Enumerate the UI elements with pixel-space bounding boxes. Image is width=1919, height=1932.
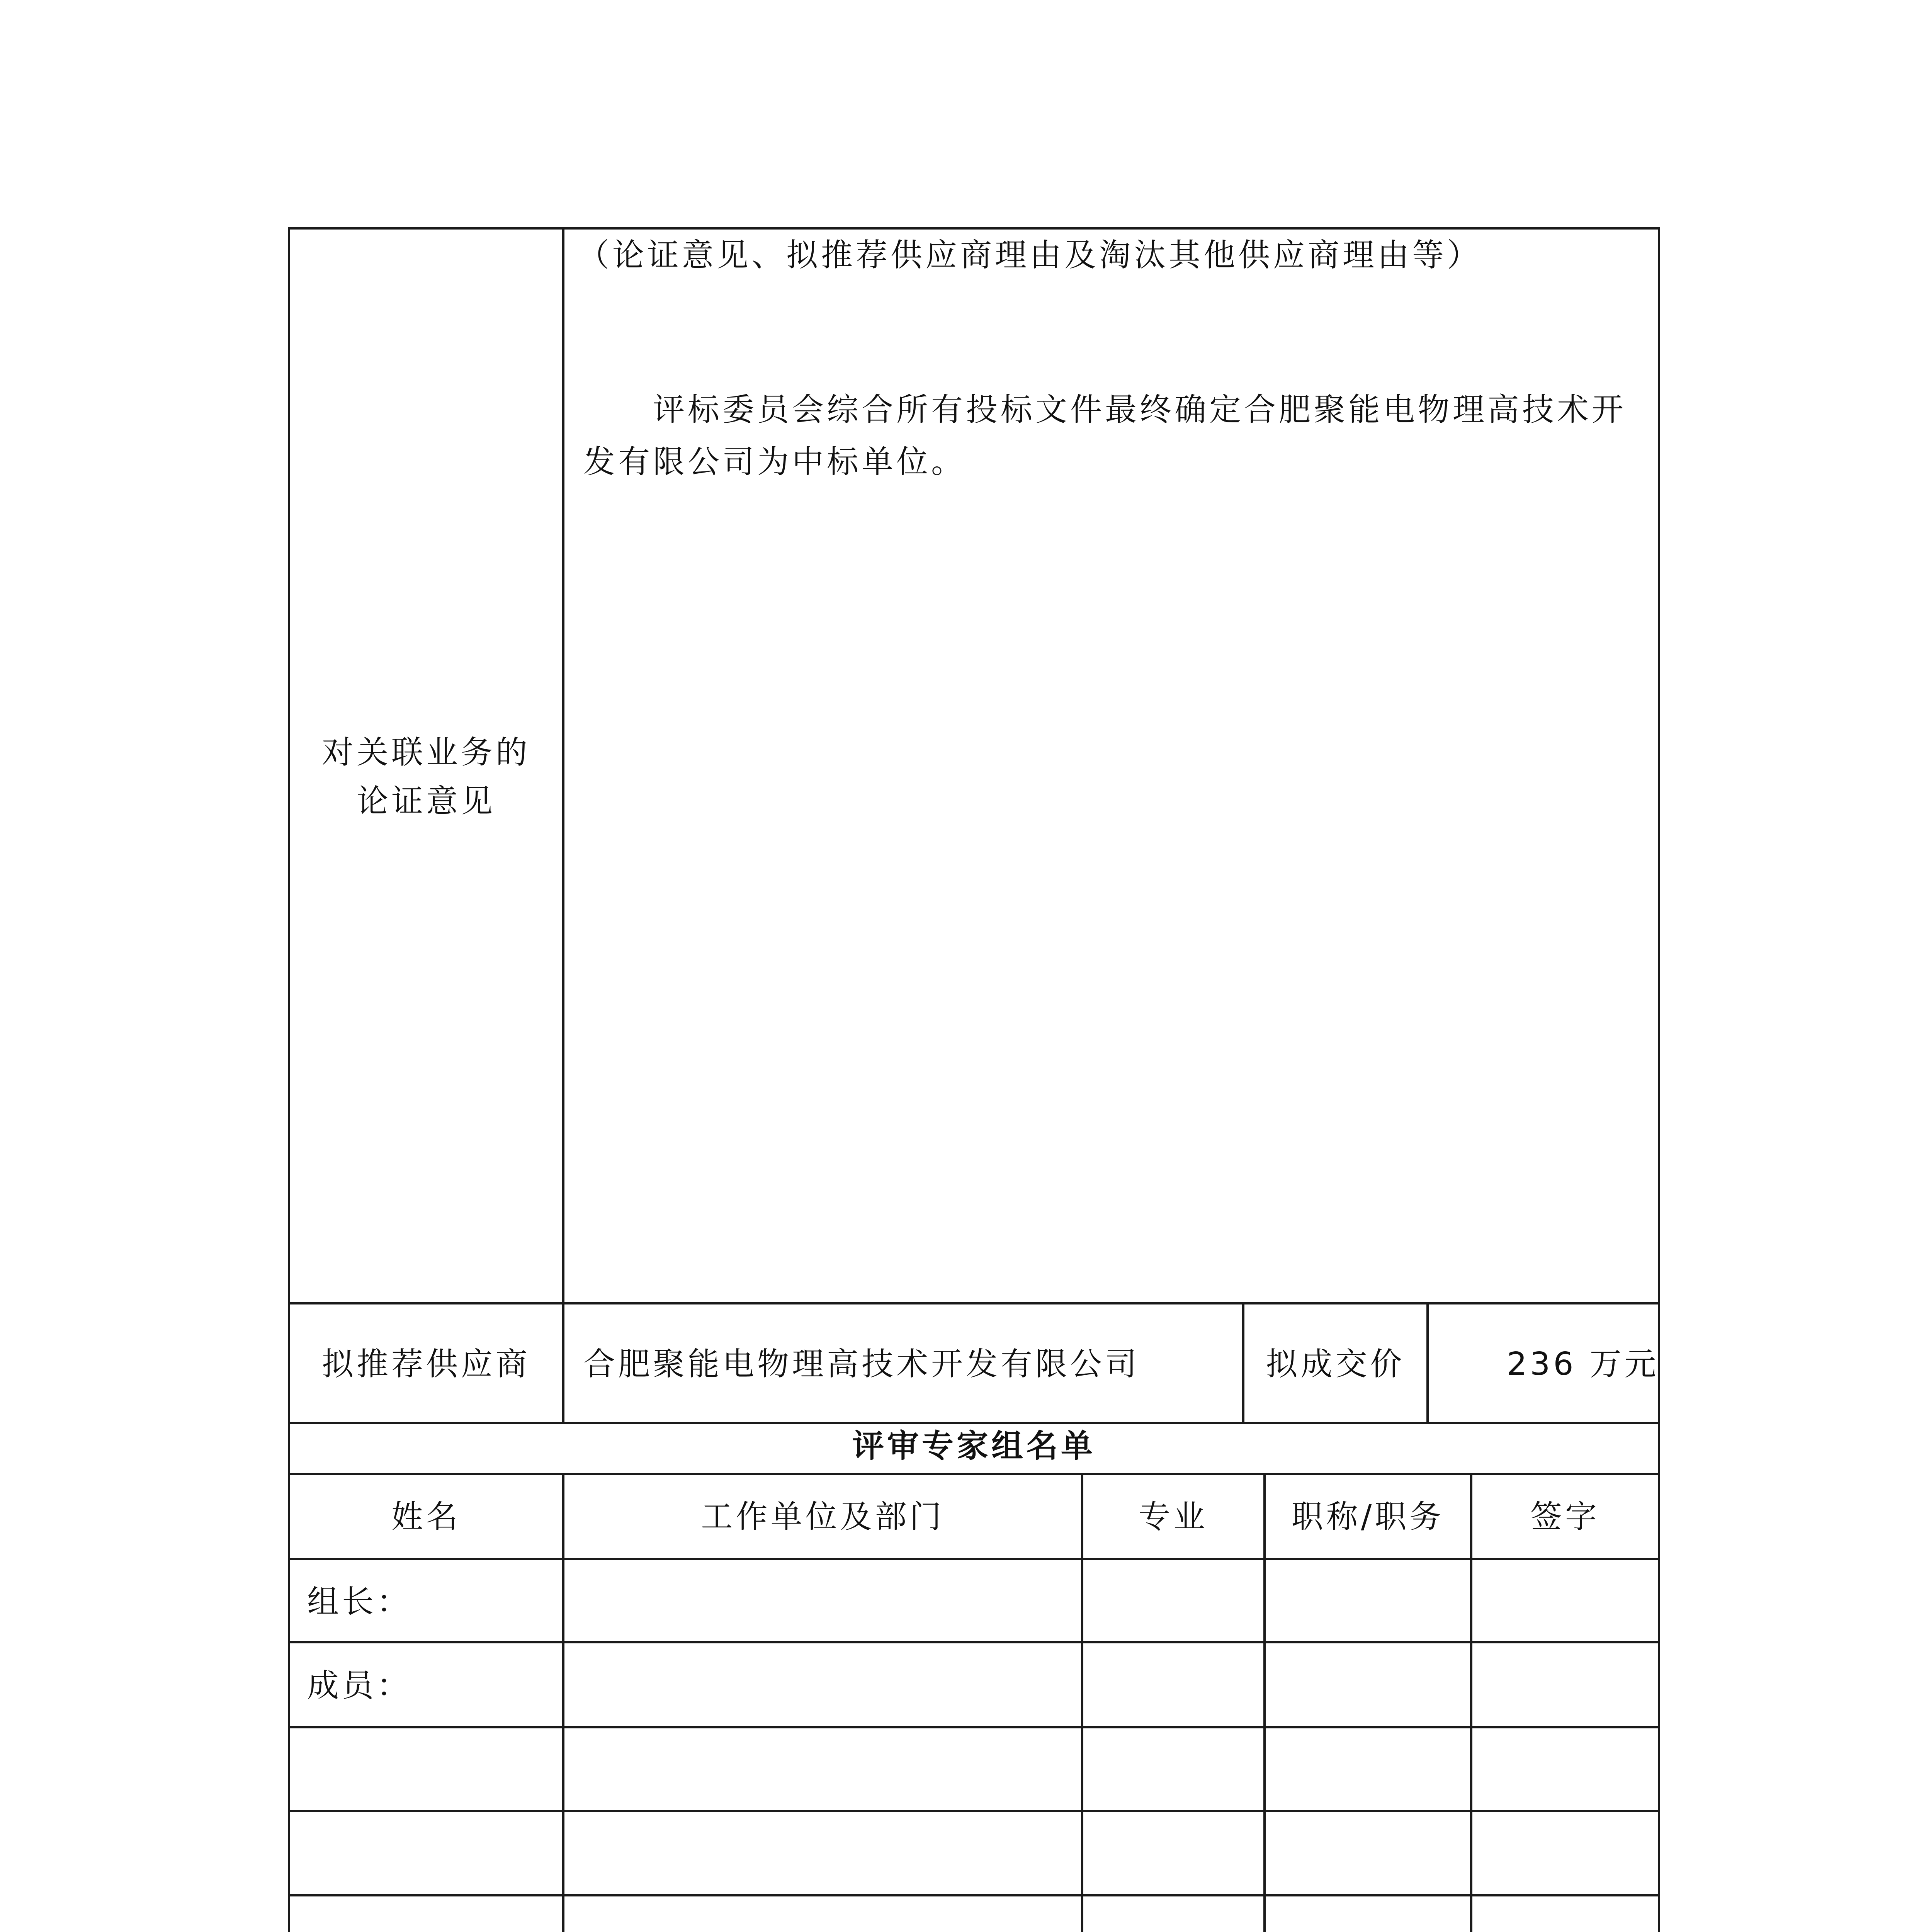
price-label: 拟成交价 (1266, 1346, 1405, 1383)
opinion-row-label-line2: 论证意见 (356, 783, 496, 820)
header-title: 职称/职务 (1291, 1498, 1445, 1535)
expert-table-title: 评审专家组名单 (852, 1428, 1096, 1464)
row-divider-r4 (288, 1894, 1660, 1896)
row-divider-title (288, 1473, 1660, 1475)
header-organization: 工作单位及部门 (701, 1498, 945, 1535)
opinion-row-label-line1: 对关联业务的 (321, 734, 530, 771)
row-divider-header (288, 1558, 1660, 1560)
expert-col-divider-3 (1470, 1473, 1472, 1932)
row-divider-r3 (288, 1810, 1660, 1812)
label-column-divider-lower (562, 1473, 564, 1932)
opinion-instruction: （论证意见、拟推荐供应商理由及淘汰其他供应商理由等） (578, 237, 1482, 274)
supplier-price-value-divider (1426, 1302, 1429, 1424)
expert-col-divider-2 (1263, 1473, 1266, 1932)
row-divider-opinion (288, 1302, 1660, 1304)
header-specialty: 专业 (1138, 1498, 1208, 1535)
row-leader-label: 组长： (307, 1583, 412, 1620)
supplier-value: 合肥聚能电物理高技术开发有限公司 (583, 1346, 1140, 1383)
row-divider-r1 (288, 1641, 1660, 1643)
opinion-body-line2: 发有限公司为中标单位。 (583, 444, 966, 480)
row-member-label: 成员： (307, 1667, 412, 1704)
label-column-divider-upper (562, 227, 564, 1424)
row-divider-r2 (288, 1726, 1660, 1728)
opinion-row-label (290, 728, 562, 826)
table-border-top (288, 227, 1660, 230)
opinion-body-line1: 评标委员会综合所有投标文件最终确定合肥聚能电物理高技术开 (653, 391, 1627, 428)
row-divider-supplier (288, 1422, 1660, 1424)
header-name: 姓名 (391, 1498, 461, 1535)
supplier-label: 拟推荐供应商 (321, 1346, 530, 1383)
price-value: 236 万元 (1507, 1346, 1659, 1383)
header-signature: 签字 (1530, 1498, 1600, 1535)
expert-col-divider-1 (1081, 1473, 1083, 1932)
table-border-left (288, 227, 290, 1932)
table-border-right (1658, 227, 1660, 1932)
